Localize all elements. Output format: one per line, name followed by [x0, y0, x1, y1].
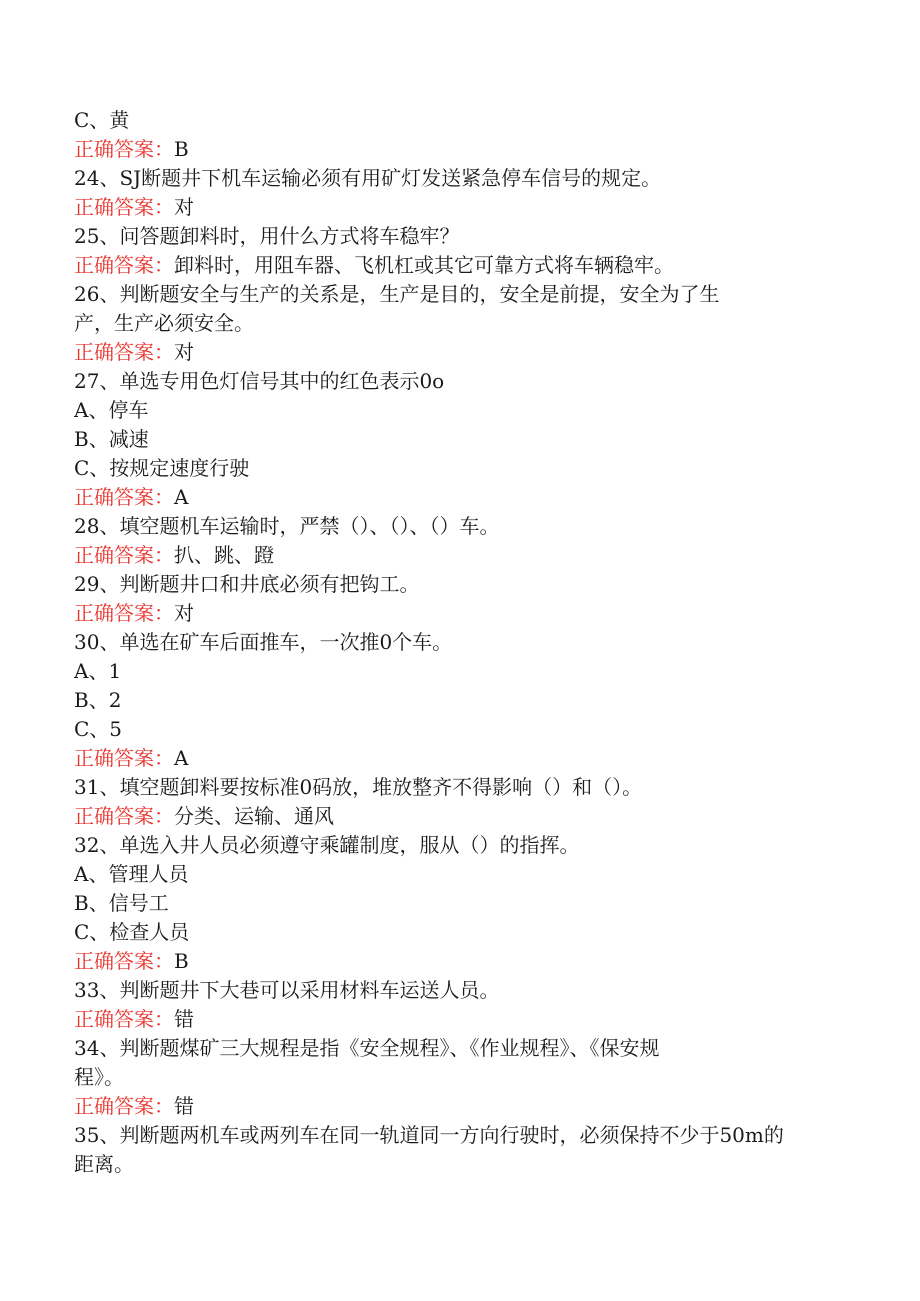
answer-value: 错 [174, 1094, 194, 1118]
answer-value: 对 [174, 601, 194, 625]
text-line: 34、判断题煤矿三大规程是指《安全规程》、《作业规程》、《保安规 [74, 1036, 660, 1060]
answer-line [74, 599, 854, 628]
answer-line [74, 1005, 854, 1034]
text-line: 32、单选入井人员必须遵守乘罐制度，服从（）的指挥。 [74, 833, 580, 857]
text-line: 26、判断题安全与生产的关系是，生产是目的，安全是前提，安全为了生 [74, 282, 720, 306]
answer-line [74, 744, 854, 773]
text-line: 29、判断题井口和井底必须有把钩工。 [74, 572, 420, 596]
answer-line [74, 1092, 854, 1121]
answer-label: 正确答案： [74, 804, 174, 828]
text-line: B、减速 [74, 427, 149, 451]
answer-value: 扒、跳、蹬 [174, 543, 274, 567]
answer-line [74, 193, 854, 222]
text-line: 24、SJ断题井下机车运输必须有用矿灯发送紧急停车信号的规定。 [74, 166, 662, 190]
document-page [74, 106, 854, 1179]
answer-label: 正确答案： [74, 601, 174, 625]
text-line: C、5 [74, 717, 123, 741]
text-line: 程》。 [74, 1065, 124, 1089]
text-line: C、黄 [74, 108, 130, 132]
answer-label: 正确答案： [74, 195, 174, 219]
text-line: B、2 [74, 688, 122, 712]
answer-line [74, 541, 854, 570]
answer-label: 正确答案： [74, 1094, 174, 1118]
answer-value: A [174, 746, 189, 770]
answer-line [74, 251, 854, 280]
answer-line [74, 947, 854, 976]
answer-value: B [174, 137, 189, 161]
answer-value: 对 [174, 195, 194, 219]
answer-line [74, 483, 854, 512]
answer-value: 卸料时，用阻车器、飞机杠或其它可靠方式将车辆稳牢。 [174, 253, 674, 277]
text-line: 25、问答题卸料时，用什么方式将车稳牢？ [74, 224, 460, 248]
answer-label: 正确答案： [74, 137, 174, 161]
answer-value: 分类、运输、通风 [174, 804, 334, 828]
answer-value: B [174, 949, 189, 973]
answer-label: 正确答案： [74, 1007, 174, 1031]
answer-value: 对 [174, 340, 194, 364]
answer-value: A [174, 485, 189, 509]
answer-label: 正确答案： [74, 340, 174, 364]
answer-label: 正确答案： [74, 746, 174, 770]
answer-value: 错 [174, 1007, 194, 1031]
answer-label: 正确答案： [74, 543, 174, 567]
text-line: 28、填空题机车运输时，严禁（）、（）、（）车。 [74, 514, 500, 538]
text-line: 产，生产必须安全。 [74, 311, 254, 335]
text-line: 27、单选专用色灯信号其中的红色表示0o [74, 369, 445, 393]
text-line: 33、判断题井下大巷可以采用材料车运送人员。 [74, 978, 500, 1002]
text-line: 30、单选在矿车后面推车，一次推0个车。 [74, 630, 453, 654]
text-line: A、停车 [74, 398, 149, 422]
text-line: C、按规定速度行驶 [74, 456, 250, 480]
answer-line [74, 135, 854, 164]
text-line: 距离。 [74, 1152, 134, 1176]
text-line: 35、判断题两机车或两列车在同一轨道同一方向行驶时，必须保持不少于50m的 [74, 1123, 784, 1147]
answer-line [74, 802, 854, 831]
text-line: A、管理人员 [74, 862, 189, 886]
text-line: A、1 [74, 659, 122, 683]
answer-label: 正确答案： [74, 485, 174, 509]
text-line: B、信号工 [74, 891, 169, 915]
answer-label: 正确答案： [74, 949, 174, 973]
text-line: 31、填空题卸料要按标准0码放，堆放整齐不得影响（）和（）。 [74, 775, 643, 799]
answer-label: 正确答案： [74, 253, 174, 277]
text-line: C、检查人员 [74, 920, 190, 944]
answer-line [74, 338, 854, 367]
